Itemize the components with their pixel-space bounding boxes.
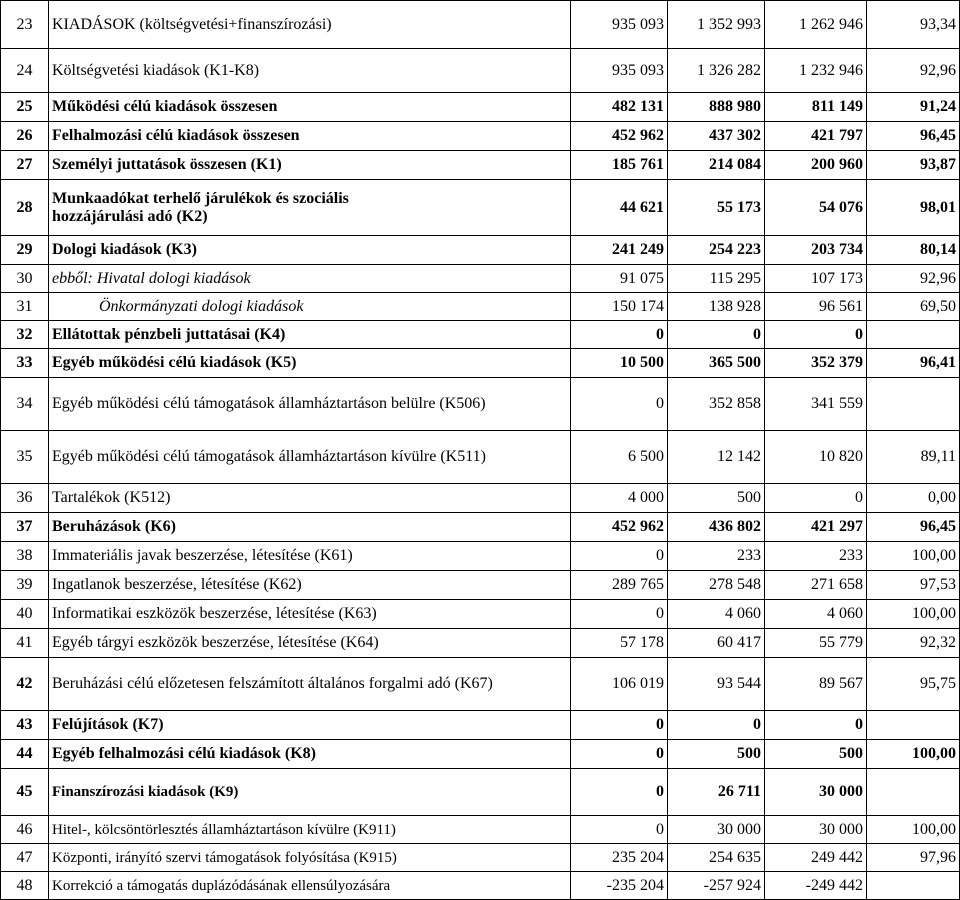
value-modified: 115 295 xyxy=(668,265,765,293)
value-percent: 89,11 xyxy=(867,431,960,484)
table-row xyxy=(1,740,960,769)
value-original: 10 500 xyxy=(571,349,668,378)
row-label: Munkaadókat terhelő járulékok és szociális hozzájárulási adó (K2) xyxy=(49,180,571,236)
value-percent: 95,75 xyxy=(867,658,960,711)
table-row xyxy=(1,151,960,180)
table-row xyxy=(1,321,960,349)
value-modified: -257 924 xyxy=(668,872,765,900)
value-actual: 96 561 xyxy=(765,293,867,321)
value-original: 185 761 xyxy=(571,151,668,180)
table-row xyxy=(1,49,960,93)
value-modified: 138 928 xyxy=(668,293,765,321)
row-label: Beruházási célú előzetesen felszámított általános forgalmi adó (K67) xyxy=(49,658,571,711)
value-actual: 55 779 xyxy=(765,629,867,658)
table-row xyxy=(1,180,960,236)
row-number: 30 xyxy=(1,265,49,293)
value-percent: 96,41 xyxy=(867,349,960,378)
value-actual: 341 559 xyxy=(765,378,867,431)
row-label: KIADÁSOK (költségvetési+finanszírozási) xyxy=(49,1,571,49)
table-row xyxy=(1,431,960,484)
value-actual: 89 567 xyxy=(765,658,867,711)
value-original: -235 204 xyxy=(571,872,668,900)
value-percent xyxy=(867,711,960,740)
row-number: 33 xyxy=(1,349,49,378)
table-row xyxy=(1,122,960,151)
value-percent xyxy=(867,378,960,431)
row-label: Költségvetési kiadások (K1-K8) xyxy=(49,49,571,93)
value-modified: 30 000 xyxy=(668,816,765,844)
value-percent: 100,00 xyxy=(867,542,960,571)
table-row xyxy=(1,1,960,49)
row-label: Egyéb felhalmozási célú kiadások (K8) xyxy=(49,740,571,769)
table-row xyxy=(1,629,960,658)
value-original: 150 174 xyxy=(571,293,668,321)
row-label: Egyéb működési célú kiadások (K5) xyxy=(49,349,571,378)
value-original: 6 500 xyxy=(571,431,668,484)
value-original: 4 000 xyxy=(571,484,668,513)
table-row xyxy=(1,542,960,571)
row-number: 37 xyxy=(1,513,49,542)
value-modified: 436 802 xyxy=(668,513,765,542)
value-percent: 92,32 xyxy=(867,629,960,658)
row-number: 39 xyxy=(1,571,49,600)
table-row xyxy=(1,711,960,740)
value-percent: 80,14 xyxy=(867,236,960,265)
value-modified: 888 980 xyxy=(668,93,765,122)
table-row xyxy=(1,571,960,600)
row-number: 42 xyxy=(1,658,49,711)
value-actual: 500 xyxy=(765,740,867,769)
value-actual: 421 297 xyxy=(765,513,867,542)
value-actual: 421 797 xyxy=(765,122,867,151)
value-percent: 0,00 xyxy=(867,484,960,513)
row-number: 48 xyxy=(1,872,49,900)
value-modified: 4 060 xyxy=(668,600,765,629)
row-label: Ellátottak pénzbeli juttatásai (K4) xyxy=(49,321,571,349)
value-modified: 0 xyxy=(668,711,765,740)
value-modified: 0 xyxy=(668,321,765,349)
value-modified: 278 548 xyxy=(668,571,765,600)
value-percent: 100,00 xyxy=(867,740,960,769)
row-number: 35 xyxy=(1,431,49,484)
value-modified: 254 223 xyxy=(668,236,765,265)
table-row xyxy=(1,484,960,513)
table-row xyxy=(1,816,960,844)
value-percent xyxy=(867,872,960,900)
value-percent: 92,96 xyxy=(867,49,960,93)
value-modified: 352 858 xyxy=(668,378,765,431)
row-number: 43 xyxy=(1,711,49,740)
value-percent: 91,24 xyxy=(867,93,960,122)
value-original: 935 093 xyxy=(571,1,668,49)
value-original: 0 xyxy=(571,321,668,349)
value-modified: 55 173 xyxy=(668,180,765,236)
table-row xyxy=(1,93,960,122)
value-percent: 97,53 xyxy=(867,571,960,600)
value-original: 91 075 xyxy=(571,265,668,293)
value-original: 0 xyxy=(571,740,668,769)
value-percent: 96,45 xyxy=(867,122,960,151)
row-number: 41 xyxy=(1,629,49,658)
row-label: Központi, irányító szervi támogatások folyósítása (K915) xyxy=(49,844,571,872)
table-row xyxy=(1,600,960,629)
value-actual: 10 820 xyxy=(765,431,867,484)
value-original: 452 962 xyxy=(571,513,668,542)
table-row xyxy=(1,236,960,265)
row-number: 26 xyxy=(1,122,49,151)
row-label: Tartalékok (K512) xyxy=(49,484,571,513)
value-modified: 1 352 993 xyxy=(668,1,765,49)
table-row xyxy=(1,769,960,816)
row-number: 36 xyxy=(1,484,49,513)
table-row xyxy=(1,265,960,293)
table-row xyxy=(1,378,960,431)
row-number: 45 xyxy=(1,769,49,816)
row-number: 31 xyxy=(1,293,49,321)
value-percent: 100,00 xyxy=(867,600,960,629)
value-original: 57 178 xyxy=(571,629,668,658)
row-label: Működési célú kiadások összesen xyxy=(49,93,571,122)
value-original: 44 621 xyxy=(571,180,668,236)
table-row xyxy=(1,513,960,542)
table-row xyxy=(1,844,960,872)
row-number: 38 xyxy=(1,542,49,571)
value-actual: 203 734 xyxy=(765,236,867,265)
value-percent xyxy=(867,321,960,349)
row-number: 46 xyxy=(1,816,49,844)
table-row xyxy=(1,658,960,711)
value-modified: 233 xyxy=(668,542,765,571)
value-actual: 1 262 946 xyxy=(765,1,867,49)
row-label: Informatikai eszközök beszerzése, létesítése (K63) xyxy=(49,600,571,629)
row-label: Felhalmozási célú kiadások összesen xyxy=(49,122,571,151)
value-original: 241 249 xyxy=(571,236,668,265)
value-modified: 500 xyxy=(668,484,765,513)
value-original: 482 131 xyxy=(571,93,668,122)
value-actual: 271 658 xyxy=(765,571,867,600)
table-body xyxy=(1,1,960,900)
value-original: 0 xyxy=(571,542,668,571)
value-modified: 12 142 xyxy=(668,431,765,484)
value-actual: 200 960 xyxy=(765,151,867,180)
row-label: Egyéb tárgyi eszközök beszerzése, létesítése (K64) xyxy=(49,629,571,658)
row-label: Személyi juttatások összesen (K1) xyxy=(49,151,571,180)
row-number: 29 xyxy=(1,236,49,265)
value-percent: 93,87 xyxy=(867,151,960,180)
value-percent: 92,96 xyxy=(867,265,960,293)
value-percent: 96,45 xyxy=(867,513,960,542)
value-actual: 30 000 xyxy=(765,769,867,816)
value-original: 0 xyxy=(571,378,668,431)
row-number: 24 xyxy=(1,49,49,93)
table-row xyxy=(1,349,960,378)
value-actual: 249 442 xyxy=(765,844,867,872)
row-number: 47 xyxy=(1,844,49,872)
value-actual: 54 076 xyxy=(765,180,867,236)
value-actual: 107 173 xyxy=(765,265,867,293)
value-original: 0 xyxy=(571,711,668,740)
value-actual: 0 xyxy=(765,321,867,349)
value-original: 0 xyxy=(571,816,668,844)
value-original: 106 019 xyxy=(571,658,668,711)
row-label: Ingatlanok beszerzése, létesítése (K62) xyxy=(49,571,571,600)
value-original: 452 962 xyxy=(571,122,668,151)
value-original: 0 xyxy=(571,600,668,629)
row-label: Immateriális javak beszerzése, létesítése (K61) xyxy=(49,542,571,571)
value-actual: 233 xyxy=(765,542,867,571)
value-original: 289 765 xyxy=(571,571,668,600)
row-label: Felújítások (K7) xyxy=(49,711,571,740)
value-percent: 93,34 xyxy=(867,1,960,49)
value-percent: 98,01 xyxy=(867,180,960,236)
value-actual: 352 379 xyxy=(765,349,867,378)
value-modified: 93 544 xyxy=(668,658,765,711)
table-row xyxy=(1,872,960,900)
value-actual: 30 000 xyxy=(765,816,867,844)
value-modified: 214 084 xyxy=(668,151,765,180)
value-modified: 254 635 xyxy=(668,844,765,872)
row-label: Önkormányzati dologi kiadások xyxy=(49,293,571,321)
row-label: Hitel-, kölcsöntörlesztés államháztartáson kívülre (K911) xyxy=(49,816,571,844)
row-label: Egyéb működési célú támogatások államháztartáson kívülre (K511) xyxy=(49,431,571,484)
row-number: 25 xyxy=(1,93,49,122)
value-actual: 0 xyxy=(765,484,867,513)
table-row xyxy=(1,293,960,321)
row-number: 23 xyxy=(1,1,49,49)
value-actual: -249 442 xyxy=(765,872,867,900)
row-number: 27 xyxy=(1,151,49,180)
row-label: Finanszírozási kiadások (K9) xyxy=(49,769,571,816)
row-label: Korrekció a támogatás duplázódásának ellensúlyozására xyxy=(49,872,571,900)
row-number: 44 xyxy=(1,740,49,769)
value-modified: 60 417 xyxy=(668,629,765,658)
value-percent: 100,00 xyxy=(867,816,960,844)
value-actual: 4 060 xyxy=(765,600,867,629)
row-label: Dologi kiadások (K3) xyxy=(49,236,571,265)
value-modified: 365 500 xyxy=(668,349,765,378)
row-number: 28 xyxy=(1,180,49,236)
value-percent xyxy=(867,769,960,816)
value-original: 235 204 xyxy=(571,844,668,872)
value-original: 935 093 xyxy=(571,49,668,93)
value-modified: 26 711 xyxy=(668,769,765,816)
row-number: 34 xyxy=(1,378,49,431)
row-label: Egyéb működési célú támogatások államháztartáson belülre (K506) xyxy=(49,378,571,431)
value-modified: 1 326 282 xyxy=(668,49,765,93)
value-actual: 811 149 xyxy=(765,93,867,122)
value-percent: 69,50 xyxy=(867,293,960,321)
value-original: 0 xyxy=(571,769,668,816)
row-number: 40 xyxy=(1,600,49,629)
value-actual: 1 232 946 xyxy=(765,49,867,93)
value-percent: 97,96 xyxy=(867,844,960,872)
row-label: ebből: Hivatal dologi kiadások xyxy=(49,265,571,293)
value-actual: 0 xyxy=(765,711,867,740)
value-modified: 437 302 xyxy=(668,122,765,151)
row-label: Beruházások (K6) xyxy=(49,513,571,542)
value-modified: 500 xyxy=(668,740,765,769)
row-number: 32 xyxy=(1,321,49,349)
